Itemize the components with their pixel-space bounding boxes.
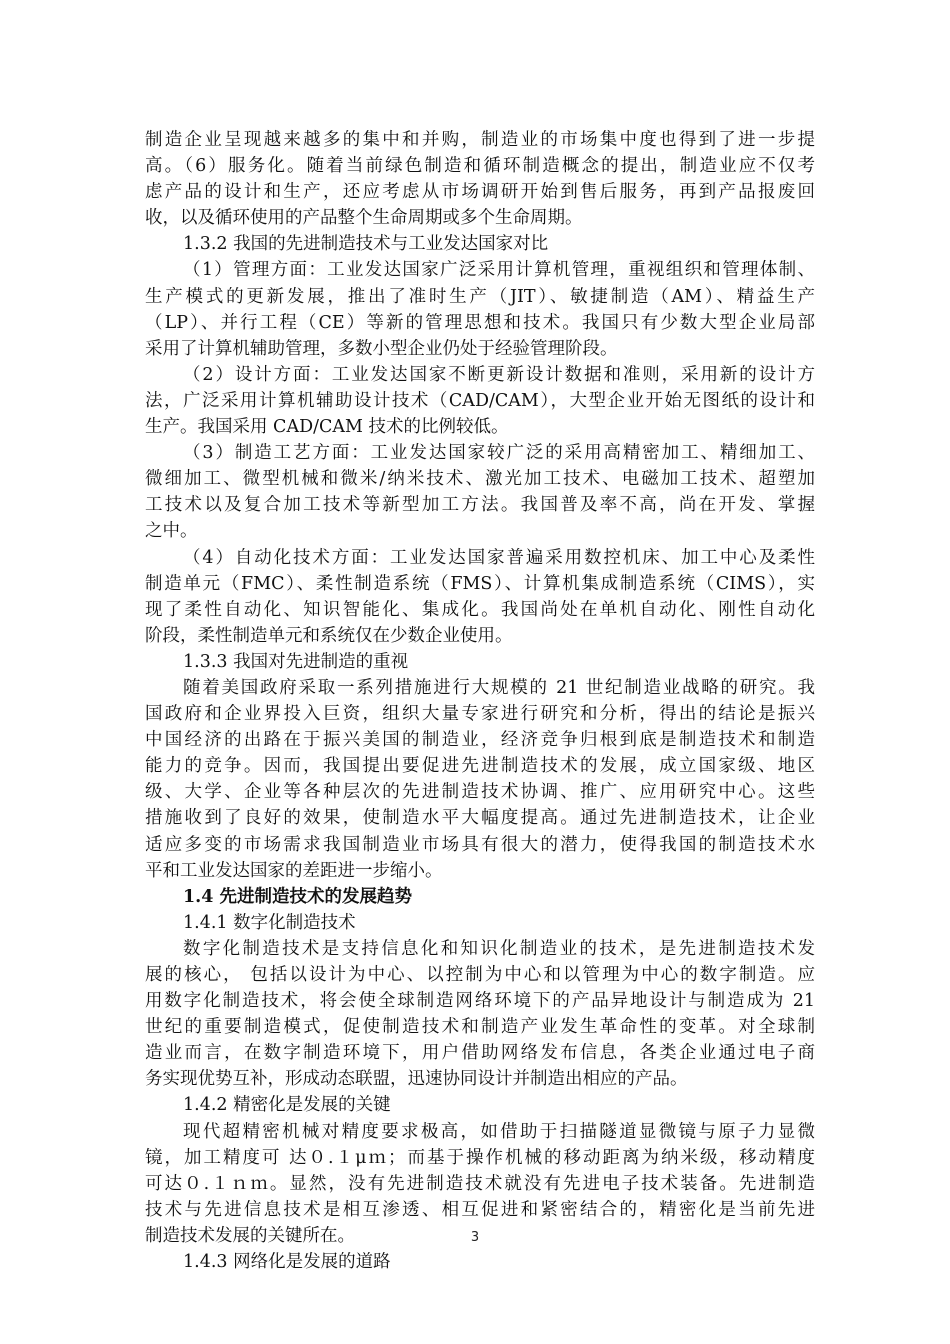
text-line: （2）设计方面：工业发达国家不断更新设计数据和准则，采用新的设计方 — [183, 364, 815, 385]
text-line: 级、大学、企业等各种层次的先进制造技术协调、推广、应用研究中心。这些 — [145, 782, 815, 803]
text-line: 造业而言，在数字制造环境下，用户借助网络发布信息，各类企业通过电子商 — [145, 1043, 815, 1064]
text-line: 平和工业发达国家的差距进一步缩小。 — [145, 860, 443, 881]
text-line: （LP）、并行工程（CE）等新的管理思想和技术。我国只有少数大型企业局部 — [145, 312, 815, 333]
text-line: 中国经济的出路在于振兴美国的制造业，经济竞争归根到底是制造技术和制造 — [145, 730, 815, 751]
text-line: 技术与先进信息技术是相互渗透、相互促进和紧密结合的，精密化是当前先进 — [145, 1199, 815, 1220]
text-line: （3）制造工艺方面：工业发达国家较广泛的采用高精密加工、精细加工、 — [183, 443, 815, 464]
text-line: 可达０.１ｎｍ。显然，没有先进制造技术就没有先进电子技术装备。先进制造 — [145, 1173, 815, 1194]
text-line: 数字化制造技术是支持信息化和知识化制造业的技术，是先进制造技术发 — [183, 938, 815, 959]
text-line: 镜，加工精度可 达０.１μｍ；而基于操作机械的移动距离为纳米级，移动精度 — [145, 1147, 815, 1168]
text-line: 用数字化制造技术，将会使全球制造网络环境下的产品异地设计与制造成为 21 — [145, 991, 815, 1012]
page-number: 3 — [470, 1230, 480, 1245]
text-line: 制造企业呈现越来越多的集中和并购，制造业的市场集中度也得到了进一步提 — [145, 130, 815, 150]
text-line: 微细加工、微型机械和微米/纳米技术、激光加工技术、电磁加工技术、超塑加 — [145, 469, 815, 490]
document-body — [145, 127, 815, 1275]
text-line: 生产。我国采用 CAD/CAM 技术的比例较低。 — [145, 417, 509, 438]
text-line: 虑产品的设计和生产，还应考虑从市场调研开始到售后服务，再到产品报废回 — [145, 182, 815, 203]
text-line: 措施收到了良好的效果，使制造水平大幅度提高。通过先进制造技术，让企业 — [145, 808, 815, 829]
text-line: 生产模式的更新发展，推出了准时生产（JIT）、敏捷制造（AM）、精益生产 — [145, 286, 815, 307]
text-line: （1）管理方面：工业发达国家广泛采用计算机管理，重视组织和管理体制、 — [183, 260, 815, 281]
text-line: 1.4.1 数字化制造技术 — [183, 912, 356, 933]
text-line: 务实现优势互补，形成动态联盟，迅速协同设计并制造出相应的产品。 — [145, 1069, 688, 1090]
text-line: 1.4.2 精密化是发展的关键 — [183, 1095, 391, 1116]
text-line: 工技术以及复合加工技术等新型加工方法。我国普及率不高，尚在开发、掌握 — [145, 495, 815, 516]
text-line: 制造技术发展的关键所在。 — [145, 1225, 355, 1246]
text-line: 适应多变的市场需求我国制造业市场具有很大的潜力，使得我国的制造技术水 — [145, 834, 815, 855]
text-line: 制造单元（FMC）、柔性制造系统（FMS）、计算机集成制造系统（CIMS），实 — [145, 573, 815, 594]
text-line: 现代超精密机械对精度要求极高，如借助于扫描隧道显微镜与原子力显微 — [183, 1121, 815, 1142]
text-line: 1.3.2 我国的先进制造技术与工业发达国家对比 — [183, 234, 549, 255]
text-line: 1.3.3 我国对先进制造的重视 — [183, 651, 409, 672]
text-line: 高。（6）服务化。随着当前绿色制造和循环制造概念的提出，制造业应不仅考 — [145, 156, 815, 177]
text-line: 现了柔性自动化、知识智能化、集成化。我国尚处在单机自动化、刚性自动化 — [145, 599, 815, 620]
section-heading-line: 1.4 先进制造技术的发展趋势 — [183, 886, 413, 907]
text-line: 采用了计算机辅助管理，多数小型企业仍处于经验管理阶段。 — [145, 338, 618, 359]
text-line: （4）自动化技术方面：工业发达国家普遍采用数控机床、加工中心及柔性 — [183, 547, 815, 568]
text-line: 能力的竞争。因而，我国提出要促进先进制造技术的发展，成立国家级、地区 — [145, 756, 815, 777]
text-line: 收，以及循环使用的产品整个生命周期或多个生命周期。 — [145, 208, 583, 229]
text-line: 国政府和企业界投入巨资，组织大量专家进行研究和分析，得出的结论是振兴 — [145, 704, 815, 725]
text-line: 展的核心， 包括以设计为中心、以控制为中心和以管理为中心的数字制造。应 — [145, 965, 815, 985]
text-line: 阶段，柔性制造单元和系统仅在少数企业使用。 — [145, 625, 513, 646]
text-line: 随着美国政府采取一系列措施进行大规模的 21 世纪制造业战略的研究。我 — [183, 677, 815, 698]
text-line: 之中。 — [145, 521, 198, 542]
text-line: 世纪的重要制造模式，促使制造技术和制造产业发生革命性的变革。对全球制 — [145, 1017, 815, 1038]
text-line: 1.4.3 网络化是发展的道路 — [183, 1252, 391, 1273]
text-line: 法，广泛采用计算机辅助设计技术（CAD/CAM），大型企业开始无图纸的设计和 — [145, 390, 815, 411]
